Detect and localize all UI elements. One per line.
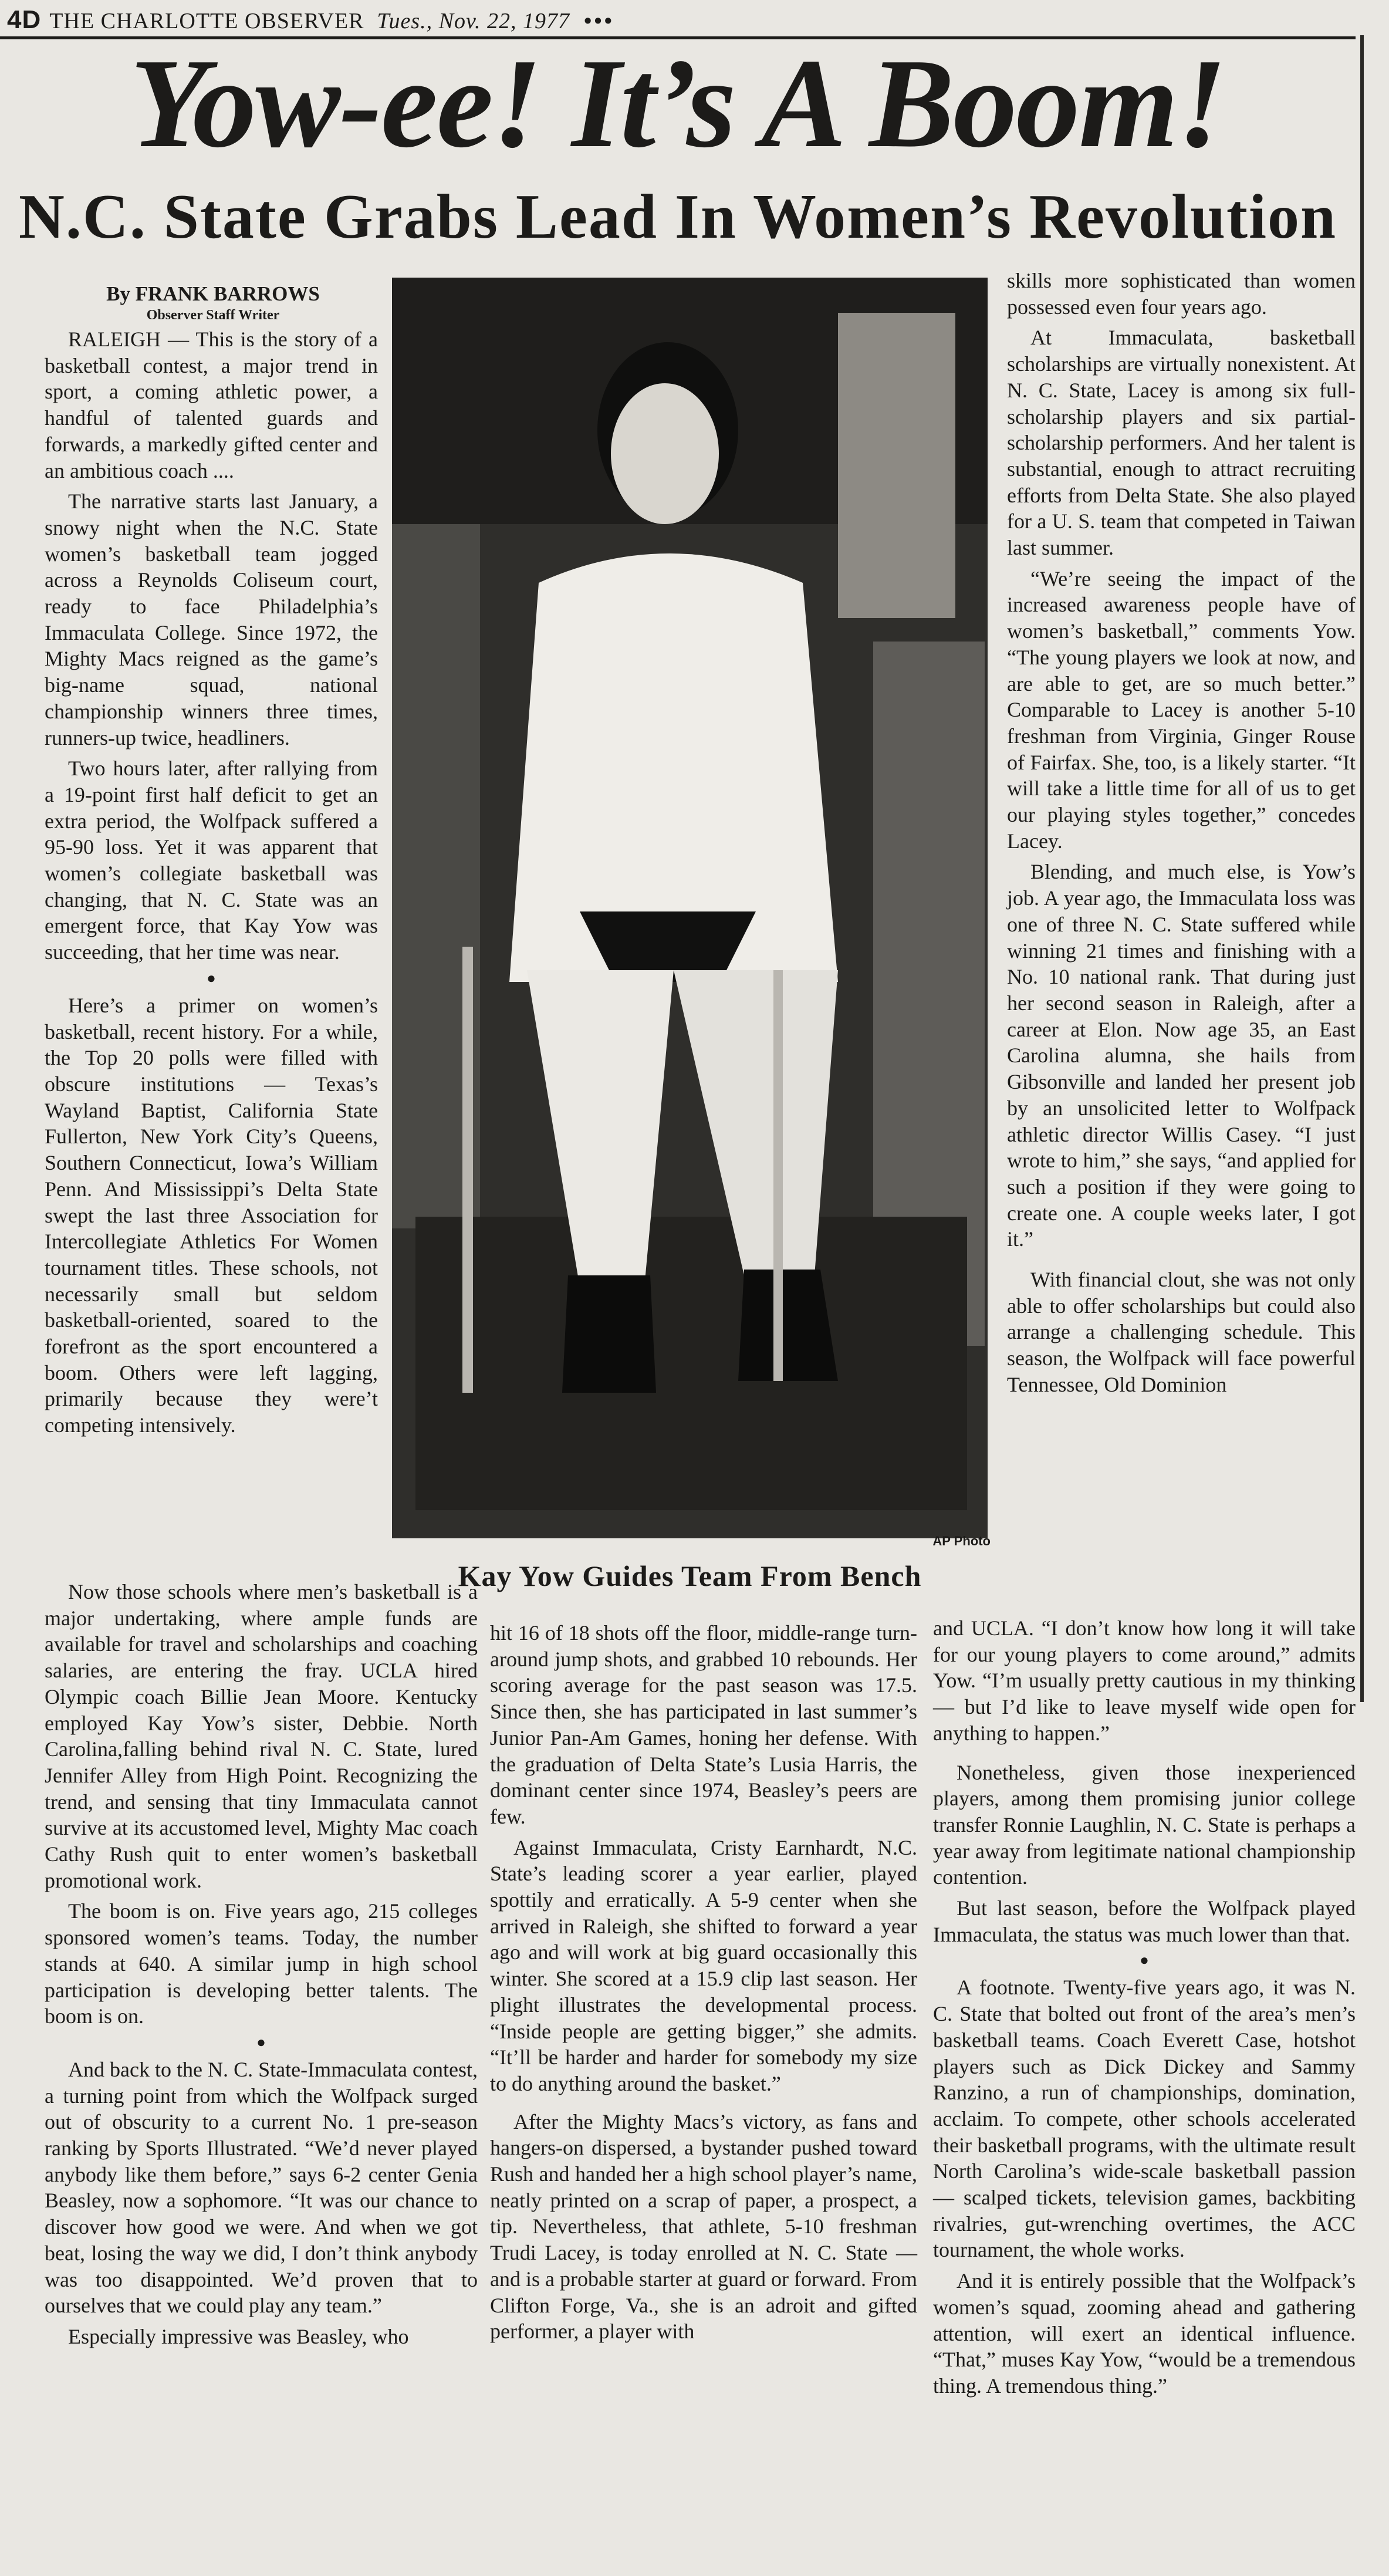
paragraph: The narrative starts last January, a snowy night when the N.C. State women’s basketball team jogged across a Reynolds Coliseum court, ready to face Philadelphia’s Immaculata College. Since 1972, the Mighty Macs reigned as the game’s big-name squad, national championship winners three times, runners-up twice, headliners. [45,489,378,749]
paragraph: With financial clout, she was not only able to offer scholarships but could also arrange a challenging schedule. This season, the Wolfpack will face powerful Tennessee, Old Dominion [1007,1268,1356,1396]
photo-credit: AP Photo [932,1534,991,1548]
paragraph: At Immaculata, basketball scholarships are virtually nonexistent. At N. C. State, Lacey is among six full-scholarship players and six partial-scholarship performers. And her talent is substantial, enough to attract recruiting efforts from Delta State. She also played for a U. S. team that competed in Taiwan last summer. [1007,326,1356,560]
paragraph: The boom is on. Five years ago, 215 colleges sponsored women’s teams. Today, the number stands at 640. A similar jump in high school participation is developing better talents. The boom is on. [45,1899,478,2028]
section-bullet: ● [207,969,216,987]
folio-separator: ••• [584,9,614,33]
page-folio [7,4,614,36]
article-column-3-bottom [933,1615,1356,2449]
paragraph: hit 16 of 18 shots off the floor, middle-range turn-around jump shots, and grabbed 10 rebounds. Her scoring average for the past season was 17.5. Since then, she has participated in last summer’s Junior Pan-Am Games, honing her defense. With the graduation of Delta State’s Lusia Harris, the dominant center since 1974, Beasley’s peers are few. [490,1621,917,1828]
paragraph: and UCLA. “I don’t know how long it will take for our young players to come around,” admits Yow. “I’m usually pretty cautious in my thinking — but I’d like to leave myself wide open for anything to happen.” [933,1616,1356,1745]
coach-photo [392,278,988,1538]
paragraph: Blending, and much else, is Yow’s job. A year ago, the Immaculata loss was one of three N. C. State suffered while winning 21 times and finishing with a No. 10 national rank. That during just her second season in Raleigh, after a career at Elon. Now age 35, an East Carolina alumna, she hails from Gibsonville and landed her present job by an unsolicited letter to Wolfpack athletic director Willis Casey. “I just wrote to him,” she says, “and applied for such a position if they were going to create one. A couple weeks later, I got it.” [1007,860,1356,1251]
paragraph: Against Immaculata, Cristy Earnhardt, N.C. State’s leading scorer a year earlier, played spottily and erratically. A 5-9 center when she arrived in Raleigh, she shifted to forward a year ago and will work at big guard occasionally this winter. She scored at a 15.9 clip last season. Her plight illustrates the developmental process. “Inside people are getting bigger,” she admits. “It’ll be harder and harder for somebody my size to do anything around the basket.” [490,1835,917,2095]
paragraph: Now those schools where men’s basketball is a major undertaking, where ample funds are available for travel and scholarships and coaching salaries, are entering the fray. UCLA hired Olympic coach Billie Jean Moore. Kentucky employed Kay Yow’s sister, Debbie. North Carolina,falling behind rival N. C. State, lured Jennifer Alley from High Point. Recognizing the trend, and sensing that tiny Immaculata cannot survive at its accustomed level, Mighty Mac coach Cathy Rush quit to enter women’s basketball promotional work. [45,1580,478,1892]
page-number: 4D [7,5,42,34]
article-column-1 [45,326,378,1437]
byline-title: Observer Staff Writer [146,308,280,323]
paragraph: Two hours later, after rallying from a 19-point first half deficit to get an extra period, the Wolfpack suffered a 95-90 loss. Yet it was apparent that women’s collegiate basketball was changing, that N. C. State was an emergent force, that Kay Yow was succeeding, that her time was near. [45,757,378,964]
paragraph: But last season, before the Wolfpack played Immaculata, the status was much lower than that. [933,1896,1356,1946]
headline: Yow-ee! It’s A Boom! [130,33,1226,174]
paragraph: And back to the N. C. State-Immaculata contest, a turning point from which the Wolfpack surged out of obscurity to a current No. 1 pre-season ranking by Sports Illustrated. “We’d never played anybody like them before,” says 6-2 center Genia Beasley, now a sophomore. “It was our chance to discover how good we were. And when we got beat, losing the way we did, I don’t think anybody was too disappointed. We’d proven that to ourselves that we could play any team.” [45,2057,478,2318]
section-bullet: ● [256,2033,266,2051]
column-edge-rule [1360,35,1364,1702]
paragraph: A footnote. Twenty-five years ago, it was N. C. State that bolted out front of the area’s men’s basketball teams. Coach Everett Case, hotshot players such as Dick Dickey and Sammy Ranzino, a run of championships, domination, acclaim. To compete, other schools accelerated their basketball programs, with the ultimate result North Carolina’s wide-scale basketball passion — scalped tickets, television games, backbiting rivalries, gut-wrenching overtimes, the ACC tournament, the whole works. [933,1976,1356,2262]
paragraph: RALEIGH — This is the story of a basketball contest, a major trend in sport, a coming athletic power, a handful of talented guards and forwards, a markedly gifted center and an ambitious coach .... [45,328,378,482]
article-column-3 [1007,268,1356,1592]
byline [90,282,336,324]
paragraph: skills more sophisticated than women possessed even four years ago. [1007,269,1356,319]
paragraph: Here’s a primer on women’s basketball, recent history. For a while, the Top 20 polls were filled with obscure institutions — Texas’s Wayland Baptist, California State Fullerton, New York City’s Queens, Southern Connecticut, Iowa’s William Penn. And Mississippi’s Delta State swept the last three Association for Intercollegiate Athletics For Women tournament titles. These schools, not necessarily small but seldom basketball-oriented, soared to the forefront as the sport encountered a boom. Others were left lagging, primarily because they were’t competing intensively. [45,993,378,1437]
subheadline: N.C. State Grabs Lead In Women’s Revolution [18,182,1337,252]
paragraph: After the Mighty Macs’s victory, as fans and hangers-on dispersed, a bystander pushed toward Rush and handed her a high school player’s name, neatly printed on a scrap of paper, a prospect, a tip. Nevertheless, that athlete, 5-10 freshman Trudi Lacey, is today enrolled at N. C. State — and is a probable starter at guard or forward. From Clifton Forge, Va., she is an adroit and gifted performer, a player with [490,2109,917,2344]
issue-date: Tues., Nov. 22, 1977 [377,9,570,33]
paragraph: “We’re seeing the impact of the increased awareness people have of women’s basketball,” comments Yow. “The young players we look at now, and are able to get, are so much better.” Comparable to Lacey is another 5-10 freshman from Virginia, Ginger Rouse of Fairfax. She, too, is a likely starter. “It will take a little time for all of us to get our playing styles together,” concedes Lacey. [1007,566,1356,853]
article-column-2 [490,1620,917,2462]
paragraph: Especially impressive was Beasley, who [68,2324,409,2348]
byline-name: By FRANK BARROWS [106,282,320,305]
section-bullet: ● [1140,1952,1149,1969]
paragraph: And it is entirely possible that the Wolfpack’s women’s squad, zooming ahead and gathering attention, will exert an identical influence. “That,” muses Kay Yow, “would be a tremendous thing. A tremendous thing.” [933,2269,1356,2398]
paper-name: THE CHARLOTTE OBSERVER [49,9,364,33]
article-column-1-bottom [45,1579,478,2456]
photo-caption: Kay Yow Guides Team From Bench [458,1559,922,1592]
paragraph: Nonetheless, given those inexperienced players, among them promising junior college transfer Ronnie Laughlin, N. C. State is perhaps a year away from legitimate national championship contention. [933,1760,1356,1889]
